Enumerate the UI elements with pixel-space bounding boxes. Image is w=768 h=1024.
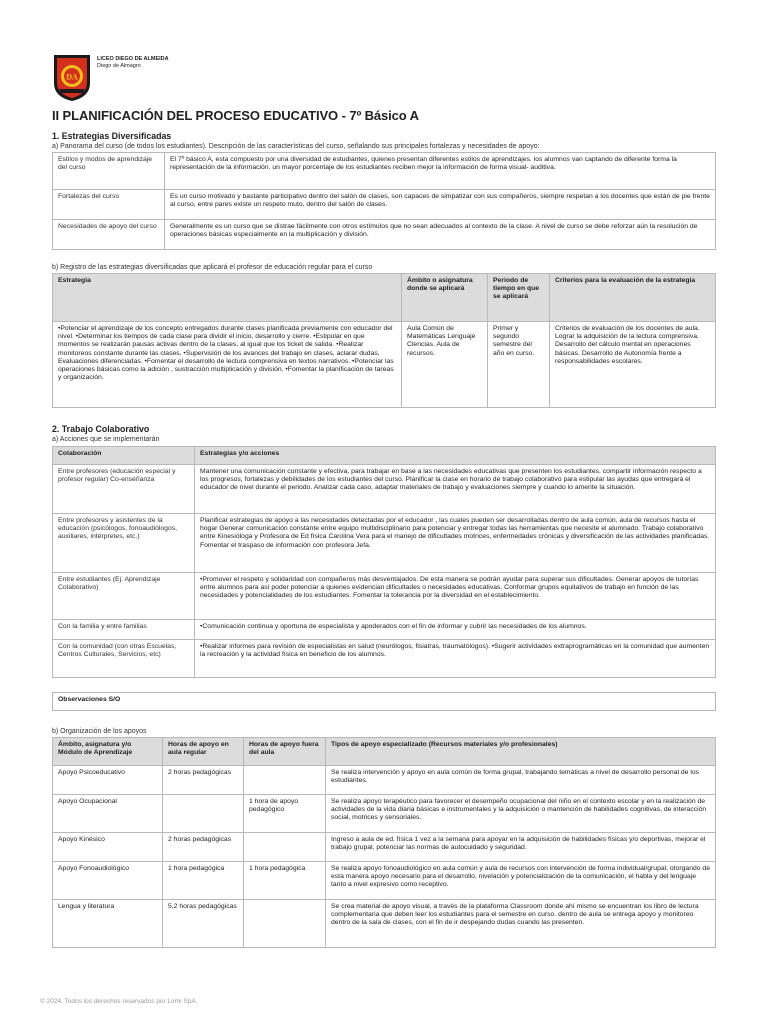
support-tipo: Se realiza intervención y apoyo en aula común de forma grupal, trabajando temáticas a nivel de desarrollo personal de los estudiantes. [326, 766, 716, 795]
column-header: Estrategia [53, 274, 402, 322]
strategy-cell: •Potenciar el aprendizaje de los concepto entregados durante clases planificada previamente con educador del nivel. •Determinar los tiempos de cada clase para dividir el inicio, desarrollo y cierre. •Estipular en que momentos se realizarán pausas activas dentro de la clases, al igual que los ticket de salida. •Realizar monitoreos constante durante las clases. •Supervisión de los avances del trabajo en clases, aclarar dudas, Evaluaciones diferenciadas. •Fomentar el desarrollo de lectura comprensiva en textos narrativos. •Potenciar las operaciones básicas como la adición , sustracción multiplicación y división. •Fomentar la planificación de tareas y organización. [53, 322, 402, 408]
table-row [53, 573, 716, 620]
table-header-row [53, 447, 716, 465]
table-header-row [53, 274, 716, 322]
column-header: Periodo de tiempo en que se aplicará [488, 274, 550, 322]
collab-label: Con la familia y entre familias [53, 620, 195, 640]
support-tipo: Se realiza apoyo terapéutico para favorecer el desempeño ocupacional del niño en el contexto escolar y en la realización de actividades de la vida diaria básicas e instrumentales y la adquisición o mantención de habilidades cognitivas, de interacción social, motrices y sensoriales. [326, 795, 716, 833]
column-header: Criterios para la evaluación de la estrategia [550, 274, 716, 322]
strategies-table [52, 273, 716, 408]
support-regular: 2 horas pedagógicas [163, 766, 244, 795]
school-city: Diego de Almagro [97, 63, 141, 69]
observations-table [52, 692, 716, 711]
school-header [97, 56, 169, 70]
logo-letters: DA [66, 72, 78, 82]
page-title: II PLANIFICACIÓN DEL PROCESO EDUCATIVO - 7º Básico A [52, 108, 419, 123]
table-header-row [53, 738, 716, 766]
criterios-cell: Criterios de evaluación de los docentes de aula. Lograr la adquisición de la lectura comprensiva. Desarrollo del cálculo mental en operaciones básicas. Desarrollo de Autonomía frente a responsabilidades escolares. [550, 322, 716, 408]
support-ambito: Lengua y literatura [53, 900, 163, 948]
support-regular: 2 horas pedagógicas [163, 833, 244, 862]
table-row [53, 153, 716, 190]
collab-text: •Comunicación continua y oportuna de especialista y apoderados con el fin de informar y cubrir las necesidades de los alumnos. [195, 620, 716, 640]
table-row [53, 190, 716, 220]
support-tipo: Se crea material de apoyo visual, a través de la plataforma Classroom donde ahí mismo se encuentran los libro de lectura complementaria que deben leer los estudiantes para el semestre en curso. dentro de aula se entrega apoyo y monitoreo dentro de la sala de clases, con el fin de ir despejando dudas cuando las presenten. [326, 900, 716, 948]
section2-sub-b: b) Organización de los apoyos [52, 728, 147, 735]
section2-heading: 2. Trabajo Colaborativo [52, 424, 150, 434]
table-row [53, 514, 716, 573]
section1-sub-a: a) Panorama del curso (de todos los estudiantes). Descripción de las características del curso, señalando sus principales fortalezas y necesidades de apoyo: [52, 143, 540, 150]
table-row [53, 900, 716, 948]
school-crest-logo [52, 53, 92, 103]
collab-label: Entre profesores (educación especial y profesor regular) Co-enseñanza [53, 465, 195, 514]
table-row [53, 220, 716, 250]
observations-cell: Observaciones S/O [53, 693, 716, 711]
table-row [53, 640, 716, 678]
section2-sub-a: a) Acciones que se implementarán [52, 436, 160, 443]
column-header: Colaboración [53, 447, 195, 465]
column-header: Horas de apoyo fuera del aula [244, 738, 326, 766]
collab-label: Con la comunidad (con otras Escuelas, Centros Culturales, Servicios, etc) [53, 640, 195, 678]
column-header: Tipos de apoyo especializado (Recursos materiales y/o profesionales) [326, 738, 716, 766]
support-ambito: Apoyo Psicoeducativo [53, 766, 163, 795]
periodo-cell: Primer y segundo semestre del año en curso. [488, 322, 550, 408]
panorama-text: Generalmente es un curso que se distrae fácilmente con otros estímulos que no sean adecuados al contexto de la clase. A nivel de curso se debe reforzar aún la resolución de operaciones básicas especialmente en la multiplicación y división. [165, 220, 716, 250]
column-header: Horas de apoyo en aula regular [163, 738, 244, 766]
support-regular [163, 795, 244, 833]
column-header: Estrategias y/o acciones [195, 447, 716, 465]
support-fuera [244, 833, 326, 862]
table-row [53, 833, 716, 862]
table-row [53, 766, 716, 795]
collab-text: Planificar estrategias de apoyo a las necesidades detectadas por el educador , las cuales pueden ser desarrolladas dentro de aula común, aula de recursos hasta el hogar Generar comunicación constante entre equipo multidisciplinario para potenciar y entregar todas las herramientas que necesite el alumnado. Trabajo colaborativo entre Kinesióloga y Profesora de Ed física Carolina Vera para el manejo de dificultades motrices, enfermedades crónicas y diversificación de las actividades planificadas. Fomentar el traspaso de información con profesora Jefa. [195, 514, 716, 573]
collab-label: Entre profesores y asistentes de la educación (psicólogos, fonoaudiólogos, auxiliares, intérpretes, etc.) [53, 514, 195, 573]
panorama-label: Fortalezas del curso [53, 190, 165, 220]
support-ambito: Apoyo Ocupacional [53, 795, 163, 833]
support-regular: 5,2 horas pedagógicas [163, 900, 244, 948]
collab-text: •Realizar informes para revisión de especialistas en salud (neurólogos, fisiatras, traumatólogos). •Sugerir actividades extraprogramáticas en la comunidad que aumenten la recreación y la actividad física en beneficio de los alumnos. [195, 640, 716, 678]
support-ambito: Apoyo Fonoaudiológico [53, 862, 163, 900]
support-fuera: 1 hora de apoyo pedagógico [244, 795, 326, 833]
section1-sub-b: b) Registro de las estrategias diversificadas que aplicará el profesor de educación regular para el curso [52, 264, 373, 271]
panorama-label: Estilos y modos de aprendizaje del curso [53, 153, 165, 190]
footer-copyright: © 2024. Todos los derechos reservados por Lirmi SpA. [40, 998, 198, 1005]
table-row [53, 620, 716, 640]
table-row [53, 322, 716, 408]
support-fuera: 1 hora pedagógica [244, 862, 326, 900]
column-header: Ámbito o asignatura donde se aplicará [402, 274, 488, 322]
collaboration-table [52, 446, 716, 678]
supports-table [52, 737, 716, 948]
support-ambito: Apoyo Kinésico [53, 833, 163, 862]
school-name: LICEO DIEGO DE ALMEIDA [97, 56, 169, 62]
support-fuera [244, 766, 326, 795]
column-header: Ámbito, asignatura y/o Módulo de Aprendizaje [53, 738, 163, 766]
collab-text: Mantener una comunicación constante y efectiva, para trabajar en base a las necesidades educativas que presenten los estudiantes. compartir información respecto a los progresos, fortalezas y debilidades de los estudiantes del curso. Planificar la clase en horario de trabajo colaborativo para estipular las ayudas que entregará el educador de nivel durante el periodo. Analizar cada caso, adaptar materiales de trabajo y evaluaciones siempre y cuando lo amerite la situación. [195, 465, 716, 514]
collab-label: Entre estudiantes (Ej: Aprendizaje Colaborativo) [53, 573, 195, 620]
collab-text: •Promover el respeto y solidaridad con compañeros más desventajados. De esta manera se podrán ayudar para superar sus dificultades. Generar apoyos de tutorías entre alumnos para así poder potenciar a quienes evidencian dificultades o necesidades educativas. Conformar grupos equitativos de trabajo en función de las necesidades y potencialidades de los estudiantes. Fomentar la tolerancia por la diversidad en el establecimiento. [195, 573, 716, 620]
panorama-text: El 7º básico A, esta compuesto por una diversidad de estudiantes, quienes presentan diferentes estilos de aprendizajes. los alumnos van captando de diferente forma la representación de la información. un mayor porcentaje de los estudiantes reciben mejor la información de forma visual- auditiva. [165, 153, 716, 190]
table-row [53, 862, 716, 900]
support-regular: 1 hora pedagógica [163, 862, 244, 900]
table-row [53, 795, 716, 833]
panorama-text: Es un curso motivado y bastante participativo dentro del salón de clases, son capaces de simpatizar con sus compañeros, siempre respetan a los docentes que están de pie frente al curso, entre pares existe un respeto muto, dentro del salón de clases. [165, 190, 716, 220]
support-fuera [244, 900, 326, 948]
section1-heading: 1. Estrategias Diversificadas [52, 131, 172, 141]
panorama-table [52, 152, 716, 250]
panorama-label: Necesidades de apoyo del curso [53, 220, 165, 250]
ambito-cell: Aula Común de Matemáticas Lenguaje Ciencias. Aula de recursos. [402, 322, 488, 408]
support-tipo: Ingreso a aula de ed. física 1 vez a la semana para apoyar en la adquisición de habilidades físicas y/o deportivas, mejorar el trabajo grupal, potenciar las normas de autocuidado y seguridad. [326, 833, 716, 862]
table-row [53, 465, 716, 514]
support-tipo: Se realiza apoyo fonoaudiológico en aula común y aula de recursos con intervención de forma individual/grupal, otorgando de esta manera apoyo necesario para el desarrollo, nivelación y potencialización de la comunicación, el habla y del lenguaje tanto a nivel expresivo como receptivo. [326, 862, 716, 900]
table-row [53, 693, 716, 711]
